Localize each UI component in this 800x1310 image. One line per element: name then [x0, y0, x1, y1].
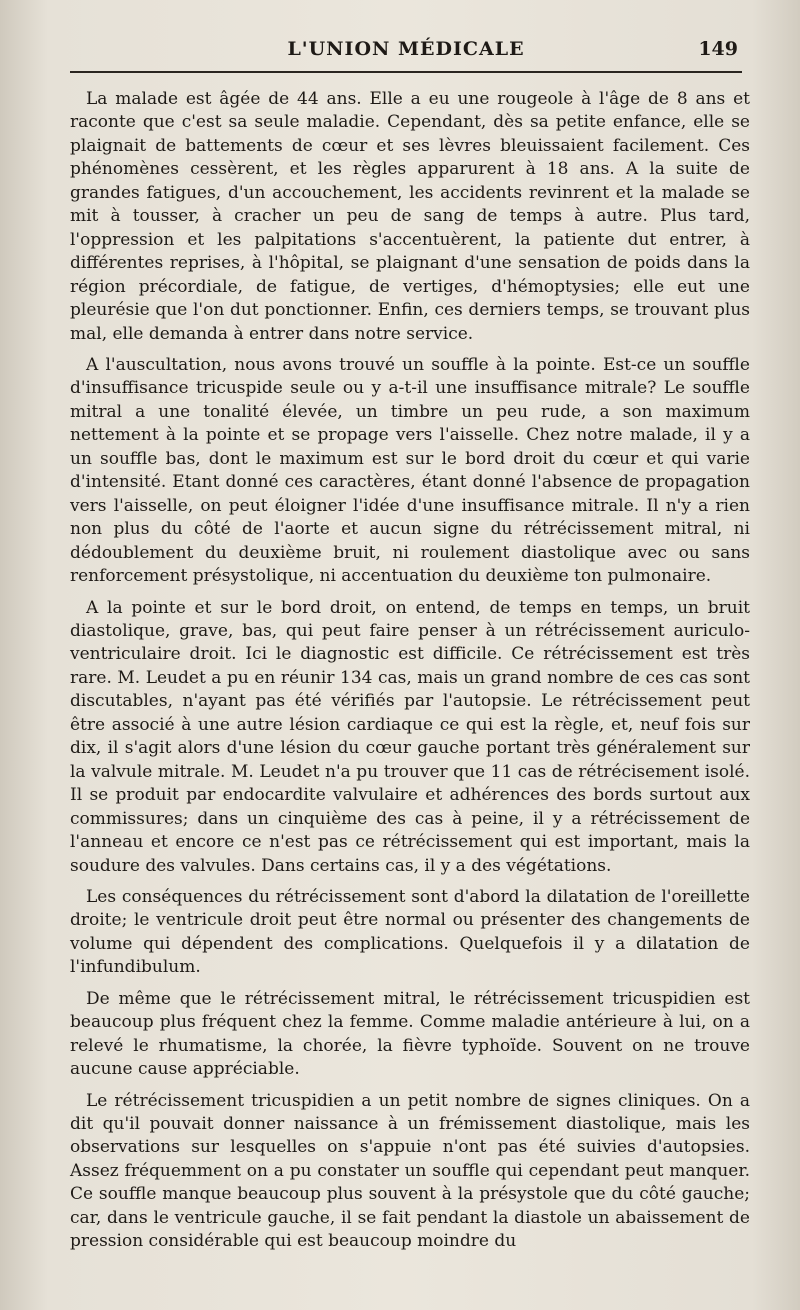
- header-rule: [70, 71, 742, 73]
- paragraph: A la pointe et sur le bord droit, on entend, de temps en temps, un bruit diastolique, grave, bas, qui peut faire penser à un rétrécissement auriculo-ventriculaire droit. Ici le diagnostic est difficile. Ce rétrécissement est très rare. M. Leudet a pu en réunir 134 cas, mais un grand nombre de ces cas sont discutables, n'ayant pas été vérifiés par l'autopsie. Le rétrécissement peut être associé à une autre lésion cardiaque ce qui est la règle, et, neuf fois sur dix, il s'agit alors d'une lésion du cœur gauche portant très généralement sur la valvule mitrale. M. Leudet n'a pu trouver que 11 cas de rétrécisement isolé. Il se produit par endocardite valvulaire et adhérences des bords surtout aux commissures; dans un cinquième des cas à peine, il y a rétrécissement de l'anneau et encore ce n'est pas ce rétrécissement qui est important, mais la soudure des valvules. Dans certains cas, il y a des végétations.: [70, 597, 750, 876]
- paragraph: De même que le rétrécissement mitral, le rétrécissement tricuspidien est beaucoup plus fréquent chez la femme. Comme maladie antérieure à lui, on a relevé le rhumatisme, la chorée, la fièvre typhoïde. Souvent on ne trouve aucune cause appréciable.: [70, 988, 750, 1080]
- page-number: 149: [698, 38, 738, 60]
- body-text: [70, 88, 750, 1262]
- page-header: [70, 36, 742, 66]
- running-title: L'UNION MÉDICALE: [287, 38, 525, 60]
- paragraph: La malade est âgée de 44 ans. Elle a eu une rougeole à l'âge de 8 ans et raconte que c'est sa seule maladie. Cependant, dès sa petite enfance, elle se plaignait de battements de cœur et ses lèvres bleuissaient facilement. Ces phénomènes cessèrent, et les règles apparurent à 18 ans. A la suite de grandes fatigues, d'un accouchement, les accidents revinrent et la malade se mit à tousser, à cracher un peu de sang de temps à autre. Plus tard, l'oppression et les palpitations s'accentuèrent, la patiente dut entrer, à différentes reprises, à l'hôpital, se plaignant d'une sensation de poids dans la région précordiale, de fatigue, de vertiges, d'hémoptysies; elle eut une pleurésie que l'on dut ponctionner. Enfin, ces derniers temps, se trouvant plus mal, elle demanda à entrer dans notre service.: [70, 89, 750, 344]
- paragraph: A l'auscultation, nous avons trouvé un souffle à la pointe. Est-ce un souffle d'insuffisance tricuspide seule ou y a-t-il une insuffisance mitrale? Le souffle mitral a une tonalité élevée, un timbre un peu rude, a son maximum nettement à la pointe et se propage vers l'aisselle. Chez notre malade, il y a un souffle bas, dont le maximum est sur le bord droit du cœur et qui varie d'intensité. Etant donné ces caractères, étant donné l'absence de propagation vers l'aisselle, on peut éloigner l'idée d'une insuffisance mitrale. Il n'y a rien non plus du côté de l'aorte et aucun signe du rétrécissement mitral, ni dédoublement du deuxième bruit, ni roulement diastolique avec ou sans renforcement présystolique, ni accentuation du deuxième ton pulmonaire.: [70, 354, 750, 587]
- paragraph: Les conséquences du rétrécissement sont d'abord la dilatation de l'oreillette droite; le ventricule droit peut être normal ou présenter des changements de volume qui dépendent des complications. Quelquefois il y a dilatation de l'infundibulum.: [70, 886, 750, 978]
- paragraph: Le rétrécissement tricuspidien a un petit nombre de signes cliniques. On a dit qu'il pouvait donner naissance à un frémissement diastolique, mais les observations sur lesquelles on s'appuie n'ont pas été suivies d'autopsies. Assez fréquemment on a pu constater un souffle qui cependant peut manquer. Ce souffle manque beaucoup plus souvent à la présystole que du côté gauche; car, dans le ventricule gauche, il se fait pendant la diastole un abaissement de pression considérable qui est beaucoup moindre du: [70, 1090, 750, 1252]
